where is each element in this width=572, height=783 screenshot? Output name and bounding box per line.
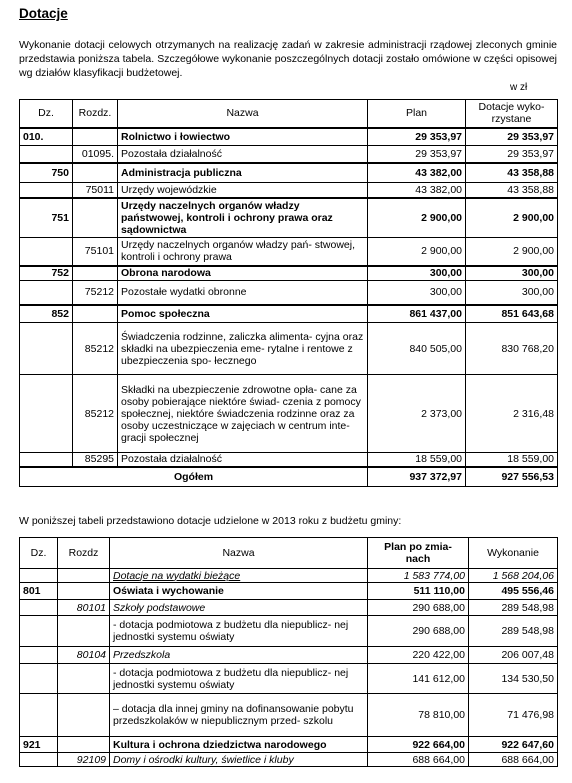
table-row [20,737,558,753]
table-row [20,664,558,694]
table-row [20,163,558,183]
cell-rozdz [73,198,118,238]
cell-nazwa: Pomoc społeczna [118,305,368,323]
cell-rozdz: 92109 [58,753,110,767]
cell-plan: 861 437,00 [368,305,466,323]
cell-dz: 921 [20,737,58,753]
cell-dz [20,647,58,664]
table-row [20,323,558,375]
unit-label: w zł [510,82,528,93]
intro-paragraph: Wykonanie dotacji celowych otrzymanych na realizację zadań w zakresie administracji rządowej zleconych gminie przedstawia poniższa tabela. Szczegółowe wykonanie poszczególnych dotacji zostało omówione w części opisowej wg działów klasyfikacji budżetowej. [19,39,557,79]
cell-wyk: 2 316,48 [466,375,558,453]
cell-dz [20,694,58,737]
table-header-row [20,538,558,569]
header-dz: Dz. [20,538,58,569]
cell-nazwa: Pozostała działalność [118,453,368,467]
page-title: Dotacje [19,6,68,21]
cell-plan: 290 688,00 [368,600,469,616]
cell-dz [20,375,73,453]
cell-wyk: 29 353,97 [466,146,558,163]
table-row [20,647,558,664]
table-row [20,375,558,453]
table-row [20,266,558,281]
header-nazwa: Nazwa [110,538,368,569]
cell-nazwa: Administracja publiczna [118,163,368,183]
cell-nazwa: Kultura i ochrona dziedzictwa narodowego [110,737,368,753]
cell-wyk: 300,00 [466,266,558,281]
table-row [20,569,558,583]
cell-dz [20,183,73,198]
cell-plan: 511 110,00 [368,583,469,600]
cell-wyk: 2 900,00 [466,198,558,238]
cell-plan: 922 664,00 [368,737,469,753]
cell-plan: 2 900,00 [368,198,466,238]
cell-rozdz [73,128,118,146]
cell-nazwa: Dotacje na wydatki bieżące [110,569,368,583]
cell-rozdz: 01095. [73,146,118,163]
cell-dz: 752 [20,266,73,281]
cell-dz [20,664,58,694]
cell-dz [20,453,73,467]
table-row [20,694,558,737]
cell-nazwa: – dotacja dla innej gminy na dofinansowanie pobytu przedszkolaków w niepublicznym przed- szkolu [110,694,368,737]
cell-nazwa: Świadczenia rodzinne, zaliczka alimenta- cyjna oraz składki na ubezpieczenia eme- rytalne i rentowe z ubezpieczenia spo- łecznego [118,323,368,375]
cell-rozdz: 85212 [73,323,118,375]
cell-plan: 2 373,00 [368,375,466,453]
total-wyk: 927 556,53 [466,467,558,487]
cell-nazwa: Domy i ośrodki kultury, świetlice i kluby [110,753,368,767]
cell-wyk: 495 556,46 [469,583,558,600]
cell-plan: 141 612,00 [368,664,469,694]
cell-rozdz [58,694,110,737]
cell-nazwa: Obrona narodowa [118,266,368,281]
table-row [20,305,558,323]
cell-plan: 29 353,97 [368,146,466,163]
cell-rozdz: 75212 [73,281,118,305]
cell-plan: 220 422,00 [368,647,469,664]
cell-wyk: 29 353,97 [466,128,558,146]
cell-nazwa: - dotacja podmiotowa z budżetu dla niepublicz- nej jednostki systemu oświaty [110,664,368,694]
cell-rozdz: 85295 [73,453,118,467]
header-wyk: Wykonanie [469,538,558,569]
table-row [20,753,558,767]
table-row [20,453,558,467]
cell-plan: 2 900,00 [368,238,466,266]
cell-dz [20,323,73,375]
cell-rozdz: 75101 [73,238,118,266]
cell-nazwa: Składki na ubezpieczenie zdrowotne opła- cane za osoby pobierające niektóre świad- czenia z pomocy społecznej, niektóre świadczenia rodzinne oraz za osoby uczestniczące w zajęciach w centrum inte- gracji społecznej [118,375,368,453]
cell-dz [20,281,73,305]
cell-plan: 300,00 [368,266,466,281]
cell-rozdz [58,664,110,694]
cell-dz: 010. [20,128,73,146]
cell-nazwa: Pozostała działalność [118,146,368,163]
cell-plan: 688 664,00 [368,753,469,767]
header-nazwa: Nazwa [118,100,368,128]
cell-nazwa: Oświata i wychowanie [110,583,368,600]
cell-dz: 750 [20,163,73,183]
grants-received-table [19,99,558,487]
cell-rozdz: 75011 [73,183,118,198]
cell-rozdz [58,583,110,600]
cell-wyk: 206 007,48 [469,647,558,664]
cell-wyk: 43 358,88 [466,183,558,198]
cell-wyk: 830 768,20 [466,323,558,375]
header-rozdz: Rozdz [58,538,110,569]
cell-nazwa: Przedszkola [110,647,368,664]
cell-nazwa: Rolnictwo i łowiectwo [118,128,368,146]
cell-wyk: 851 643,68 [466,305,558,323]
cell-plan: 18 559,00 [368,453,466,467]
cell-plan: 78 810,00 [368,694,469,737]
cell-rozdz: 85212 [73,375,118,453]
cell-dz: 852 [20,305,73,323]
cell-dz [20,569,58,583]
table-row [20,128,558,146]
cell-wyk: 71 476,98 [469,694,558,737]
cell-rozdz [58,616,110,647]
cell-dz [20,238,73,266]
cell-plan: 29 353,97 [368,128,466,146]
cell-wyk: 43 358,88 [466,163,558,183]
cell-plan: 300,00 [368,281,466,305]
cell-dz [20,616,58,647]
table-row [20,281,558,305]
cell-rozdz [73,266,118,281]
table-row [20,600,558,616]
total-row [20,467,558,487]
header-rozdz: Rozdz. [73,100,118,128]
cell-dz [20,753,58,767]
header-dz: Dz. [20,100,73,128]
cell-dz: 751 [20,198,73,238]
total-plan: 937 372,97 [368,467,466,487]
table-header-row [20,100,558,128]
cell-plan: 43 382,00 [368,183,466,198]
cell-wyk: 688 664,00 [469,753,558,767]
cell-dz [20,146,73,163]
cell-wyk: 2 900,00 [466,238,558,266]
table-row [20,183,558,198]
cell-rozdz [58,569,110,583]
cell-wyk: 134 530,50 [469,664,558,694]
table-row [20,616,558,647]
grants-given-table [19,537,558,767]
cell-rozdz: 80101 [58,600,110,616]
header-plan: Plan po zmia- nach [368,538,469,569]
table-row [20,238,558,266]
cell-nazwa: - dotacja podmiotowa z budżetu dla niepublicz- nej jednostki systemu oświaty [110,616,368,647]
total-label: Ogółem [20,467,368,487]
cell-rozdz [58,737,110,753]
cell-rozdz [73,305,118,323]
table-row [20,146,558,163]
cell-dz: 801 [20,583,58,600]
second-intro: W poniższej tabeli przedstawiono dotacje udzielone w 2013 roku z budżetu gminy: [19,515,402,527]
cell-nazwa: Pozostałe wydatki obronne [118,281,368,305]
header-plan: Plan [368,100,466,128]
cell-wyk: 922 647,60 [469,737,558,753]
cell-rozdz: 80104 [58,647,110,664]
cell-dz [20,600,58,616]
cell-wyk: 289 548,98 [469,600,558,616]
cell-wyk: 1 568 204,06 [469,569,558,583]
cell-plan: 840 505,00 [368,323,466,375]
cell-rozdz [73,163,118,183]
cell-nazwa: Urzędy naczelnych organów władzy państwowej, kontroli i ochrony prawa oraz sądownictwa [118,198,368,238]
cell-wyk: 289 548,98 [469,616,558,647]
cell-nazwa: Urzędy naczelnych organów władzy pań- stwowej, kontroli i ochrony prawa [118,238,368,266]
cell-plan: 1 583 774,00 [368,569,469,583]
header-wyk: Dotacje wyko- rzystane [466,100,558,128]
cell-plan: 43 382,00 [368,163,466,183]
table-row [20,583,558,600]
table-row [20,198,558,238]
cell-wyk: 18 559,00 [466,453,558,467]
cell-nazwa: Urzędy wojewódzkie [118,183,368,198]
cell-wyk: 300,00 [466,281,558,305]
cell-plan: 290 688,00 [368,616,469,647]
cell-nazwa: Szkoły podstawowe [110,600,368,616]
